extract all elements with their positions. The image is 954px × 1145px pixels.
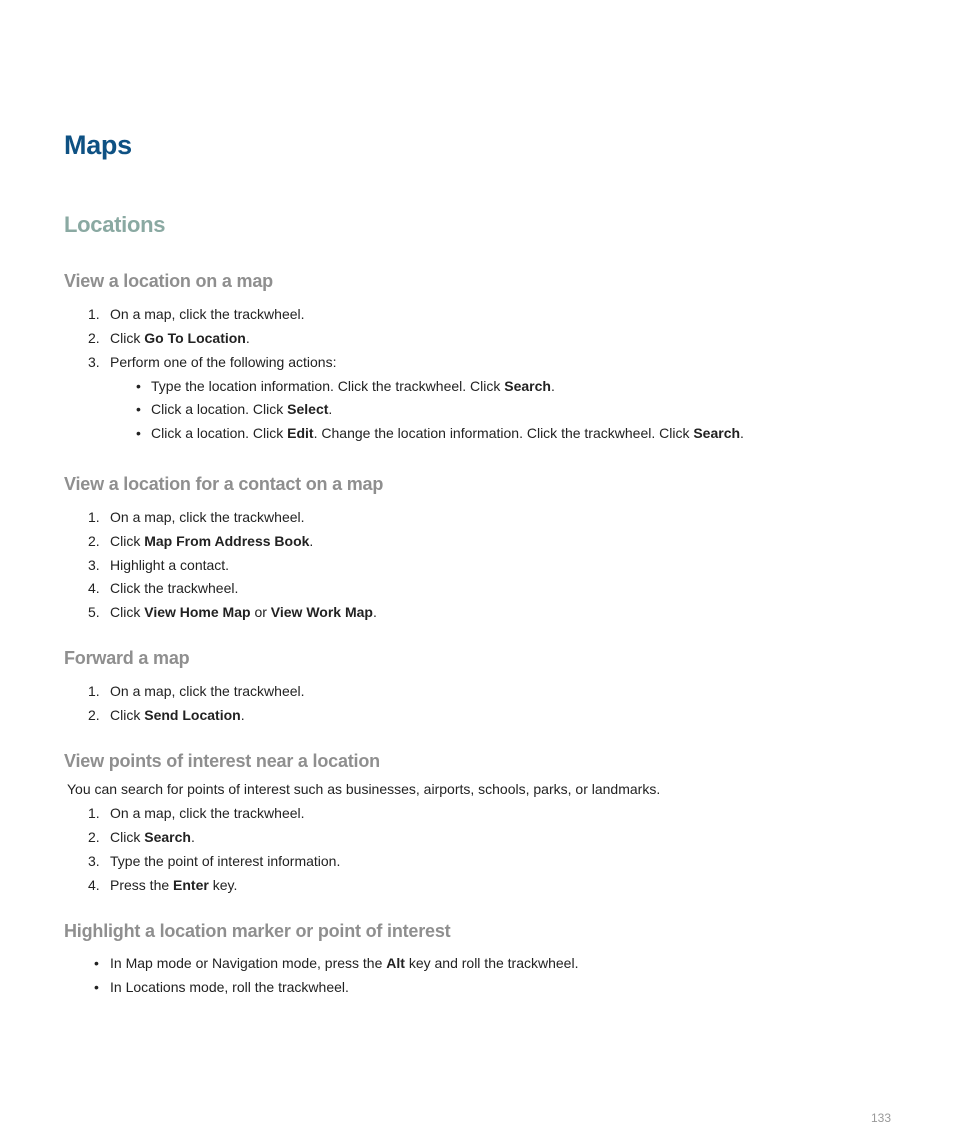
step-text: Click Send Location. <box>110 707 245 723</box>
step-text: Perform one of the following actions: <box>110 354 337 370</box>
step-text: On a map, click the trackwheel. <box>110 509 305 525</box>
heading-forward-map: Forward a map <box>64 648 190 668</box>
step-text: Type the point of interest information. <box>110 853 341 869</box>
step-number: 4. <box>88 580 100 596</box>
step-number: 3. <box>88 354 100 370</box>
bullet-glyph: • <box>94 979 99 995</box>
intro-paragraph: You can search for points of interest such as businesses, airports, schools, parks, or landmarks. <box>67 781 661 797</box>
step-number: 2. <box>88 330 100 346</box>
step-number: 1. <box>88 509 100 525</box>
step-number: 2. <box>88 829 100 845</box>
bullet-text: In Locations mode, roll the trackwheel. <box>110 979 349 995</box>
step-number: 4. <box>88 877 100 893</box>
step-number: 1. <box>88 306 100 322</box>
bullet-text: Click a location. Click Edit. Change the location information. Click the trackwheel. Click Search. <box>151 425 744 441</box>
bullet-glyph: • <box>136 401 141 417</box>
bullet-text: Type the location information. Click the trackwheel. Click Search. <box>151 378 555 394</box>
heading-points-of-interest: View points of interest near a location <box>64 751 380 771</box>
step-text: Click Go To Location. <box>110 330 250 346</box>
step-text: Click Search. <box>110 829 195 845</box>
step-text: Click Map From Address Book. <box>110 533 314 549</box>
step-text: On a map, click the trackwheel. <box>110 683 305 699</box>
step-text: Click View Home Map or View Work Map. <box>110 604 377 620</box>
bullet-text: In Map mode or Navigation mode, press the Alt key and roll the trackwheel. <box>110 955 579 971</box>
step-number: 2. <box>88 533 100 549</box>
page-number: 133 <box>871 1111 892 1125</box>
step-text: On a map, click the trackwheel. <box>110 805 305 821</box>
page-title: Maps <box>64 130 132 160</box>
step-number: 2. <box>88 707 100 723</box>
heading-highlight-marker: Highlight a location marker or point of interest <box>64 921 451 941</box>
bullet-text: Click a location. Click Select. <box>151 401 333 417</box>
bullet-glyph: • <box>94 955 99 971</box>
heading-view-location: View a location on a map <box>64 271 273 291</box>
step-text: On a map, click the trackwheel. <box>110 306 305 322</box>
step-number: 3. <box>88 853 100 869</box>
bullet-glyph: • <box>136 378 141 394</box>
step-number: 1. <box>88 805 100 821</box>
bullet-glyph: • <box>136 425 141 441</box>
heading-contact-location: View a location for a contact on a map <box>64 474 384 494</box>
step-number: 1. <box>88 683 100 699</box>
step-number: 3. <box>88 557 100 573</box>
section-title: Locations <box>64 212 166 237</box>
step-text: Click the trackwheel. <box>110 580 239 596</box>
step-text: Press the Enter key. <box>110 877 238 893</box>
step-number: 5. <box>88 604 100 620</box>
step-text: Highlight a contact. <box>110 557 230 573</box>
